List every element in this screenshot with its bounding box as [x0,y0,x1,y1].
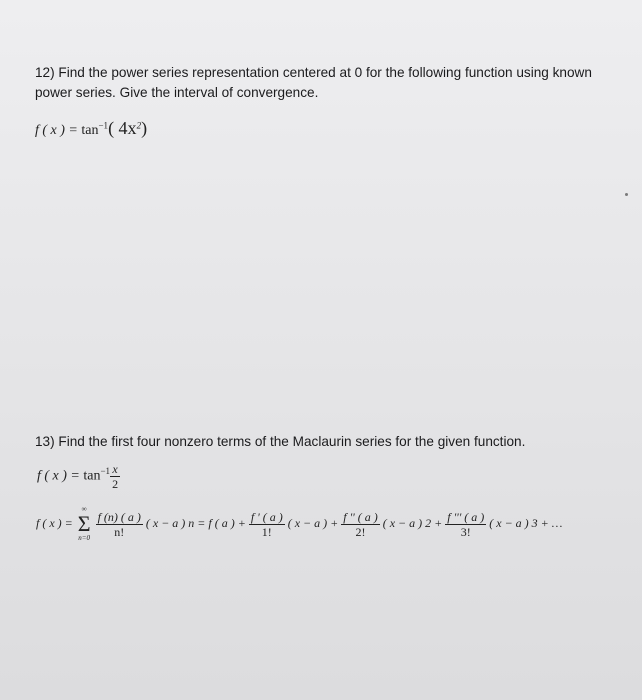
taylor-series-formula: f ( x ) = ∞ Σ n=0 $\frac{f (n) ( a )}{n!}$ ( x − a ) n = f ( a ) + $\frac{f ' ( a )}{1!}$ ( x − a ) + $\frac{f '' ( a )}{2!}$ ( x − a ) 2 + $\frac{f ''' ( a )}{3!}$ ( x − a ) 3 + … [36,505,563,542]
general-term-fraction: $\frac{f (n) ( a )}{n!}$ [97,509,141,539]
question-13-text: 13) Find the first four nonzero terms of the Maclaurin series for the given function. [35,434,526,449]
question-12-text: 12) Find the power series representation centered at 0 for the following function using known power series. Give the interval of convergence. [35,65,592,100]
x-over-2-fraction: $\frac{x}{2}$ [112,462,119,491]
third-derivative-term: $\frac{f ''' ( a )}{3!}$ [447,509,485,539]
paper-speck [625,193,628,196]
second-derivative-term: $\frac{f '' ( a )}{2!}$ [343,509,378,539]
first-derivative-term: $\frac{f ' ( a )}{1!}$ [250,509,283,539]
summation-sign: ∞ Σ n=0 [77,505,91,542]
question-13-function: f ( x ) = $\tan^{-1}$ $\frac{x}{2}$ [37,462,119,491]
question-12-function: f ( x ) = $\tan^{-1}$( $4x^2$) [35,118,148,138]
